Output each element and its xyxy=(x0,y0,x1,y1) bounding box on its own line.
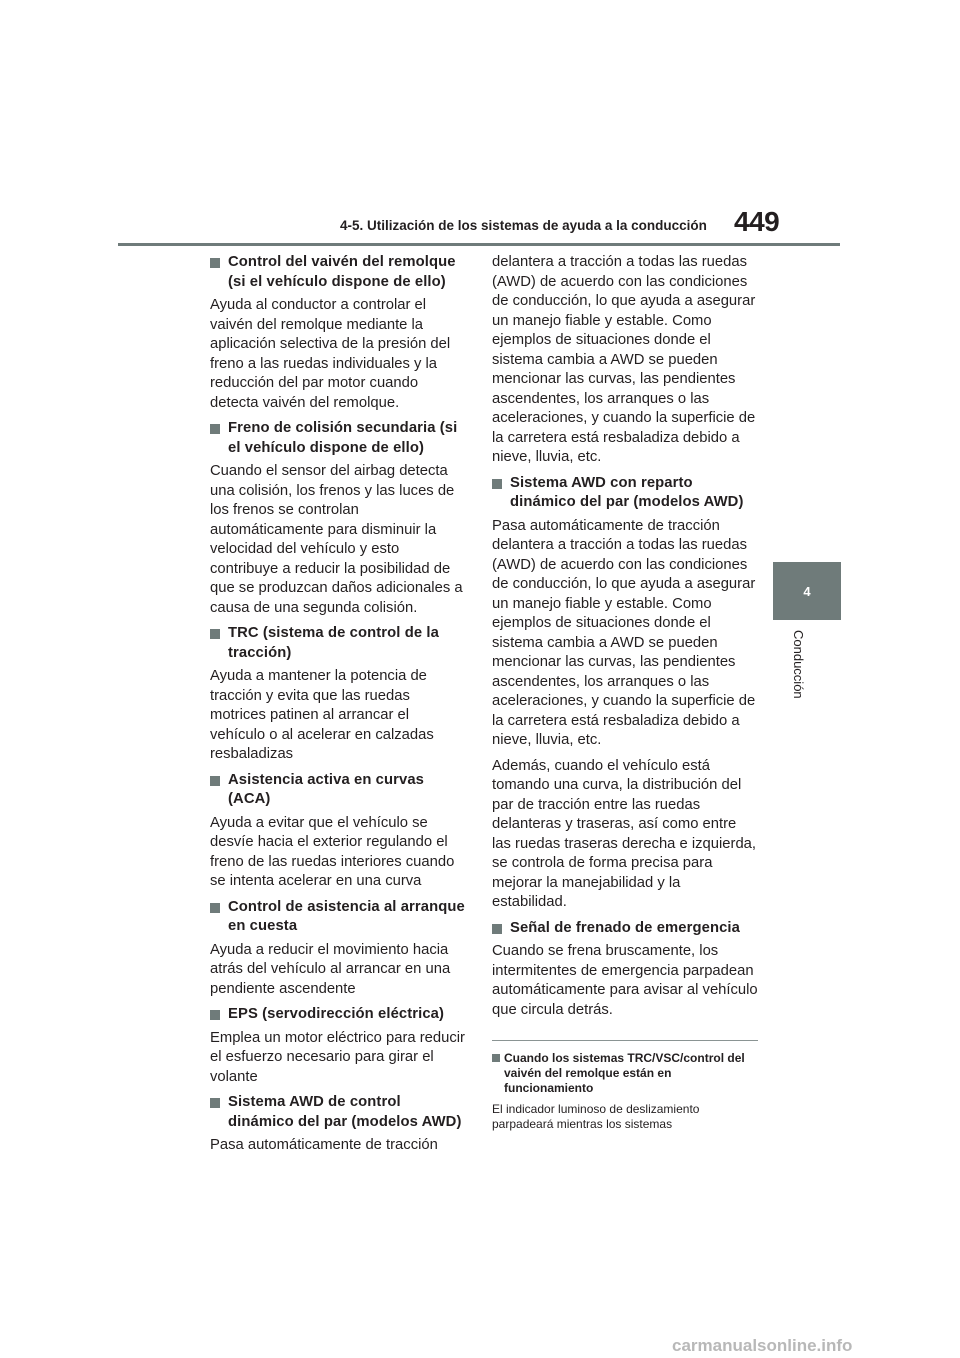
square-bullet-icon xyxy=(492,924,502,934)
section-text: Cuando el sensor del airbag detecta una colisión, los frenos y las luces de los frenos se controlan automáticamente para disminuir la velocidad del vehículo y esto contribuye a reducir la posibilidad de que se produzcan daños adicionales a causa de una segunda colisión. xyxy=(210,463,463,616)
section-text: Emplea un motor eléctrico para reducir el esfuerzo necesario para girar el volante xyxy=(210,1029,465,1085)
section-heading: Control del vaivén del remolque (si el vehículo dispone de ello) xyxy=(210,253,468,292)
chapter-tab xyxy=(773,562,841,620)
section-text: Pasa automáticamente de tracción delantera a tracción a todas las ruedas (AWD) de acuerdo con las condiciones de conducción, lo que ayuda a asegurar un manejo fiable y estable. Como ejemplos de situaciones donde el sistema cambia a AWD se pueden mencionar las curvas, las pendientes ascendentes, los arranques o las aceleraciones, y cuando la superficie de la carretera está resbaladiza debido a nieve, lluvia, etc. xyxy=(492,517,756,748)
section-heading: Sistema AWD con reparto dinámico del par (modelos AWD) xyxy=(492,474,758,513)
section-heading: Freno de colisión secundaria (si el vehículo dispone de ello) xyxy=(210,419,468,458)
note-divider xyxy=(492,1040,758,1041)
continuation-text: delantera a tracción a todas las ruedas (AWD) de acuerdo con las condiciones de conducción, lo que ayuda a asegurar un manejo fiable y estable. Como ejemplos de situaciones donde el sistema cambia a AWD se pueden mencionar las curvas, las pendientes ascendentes, los arranques o las aceleraciones, y cuando la superficie de la carretera está resbaladiza debido a nieve, lluvia, etc. xyxy=(492,254,756,465)
watermark: carmanualsonline.info xyxy=(672,1336,853,1355)
square-bullet-icon xyxy=(210,776,220,786)
section-heading: Asistencia activa en curvas (ACA) xyxy=(210,771,468,810)
section-text: Ayuda a evitar que el vehículo se desvíe hacia el exterior regulando el freno de las ruedas interiores cuando se intenta acelerar en una curva xyxy=(210,814,455,889)
square-bullet-icon xyxy=(210,629,220,639)
square-bullet-icon xyxy=(492,479,502,489)
section-heading: TRC (sistema de control de la tracción) xyxy=(210,624,468,663)
section-text: Cuando se frena bruscamente, los intermitentes de emergencia parpadean automáticamente para avisar al vehículo que circula detrás. xyxy=(492,943,758,1018)
section-heading: EPS (servodirección eléctrica) xyxy=(210,1005,468,1025)
right-column xyxy=(492,253,758,1132)
square-bullet-icon xyxy=(492,1054,500,1062)
header-rule xyxy=(118,243,840,246)
left-column xyxy=(210,253,468,1162)
square-bullet-icon xyxy=(210,1098,220,1108)
section-text: Ayuda a reducir el movimiento hacia atrás del vehículo al arrancar en una pendiente ascendente xyxy=(210,941,451,997)
note-heading: Cuando los sistemas TRC/VSC/control del vaivén del remolque están en funcionamiento xyxy=(492,1051,758,1096)
chapter-number: 4 xyxy=(803,584,811,599)
square-bullet-icon xyxy=(210,258,220,268)
chapter-label: Conducción xyxy=(791,630,806,699)
section-text: Ayuda al conductor a controlar el vaivén del remolque mediante la aplicación selectiva de la presión del freno a las ruedas individuales y la reducción del par motor cuando detecta vaivén del remolque. xyxy=(210,297,451,411)
square-bullet-icon xyxy=(210,1010,220,1020)
section-heading: Señal de frenado de emergencia xyxy=(492,919,758,939)
section-text: Pasa automáticamente de tracción xyxy=(210,1137,438,1153)
note-text: El indicador luminoso de deslizamiento parpadeará mientras los sistemas xyxy=(492,1102,700,1131)
section-heading: Sistema AWD de control dinámico del par (modelos AWD) xyxy=(210,1093,468,1132)
page-number: 449 xyxy=(734,206,780,237)
section-title: 4-5. Utilización de los sistemas de ayuda a la conducción xyxy=(340,218,707,233)
section-text: Además, cuando el vehículo está tomando una curva, la distribución del par de tracción entre las ruedas delanteras y traseras, así como entre las ruedas traseras derecha e izquierda, se controla de forma precisa para mejorar la manejabilidad y la estabilidad. xyxy=(492,757,757,910)
square-bullet-icon xyxy=(210,903,220,913)
section-heading: Control de asistencia al arranque en cuesta xyxy=(210,898,468,937)
section-text: Ayuda a mantener la potencia de tracción y evita que las ruedas motrices patinen al arrancar el vehículo o al acelerar en calzadas resbaladizas xyxy=(210,668,434,762)
square-bullet-icon xyxy=(210,424,220,434)
